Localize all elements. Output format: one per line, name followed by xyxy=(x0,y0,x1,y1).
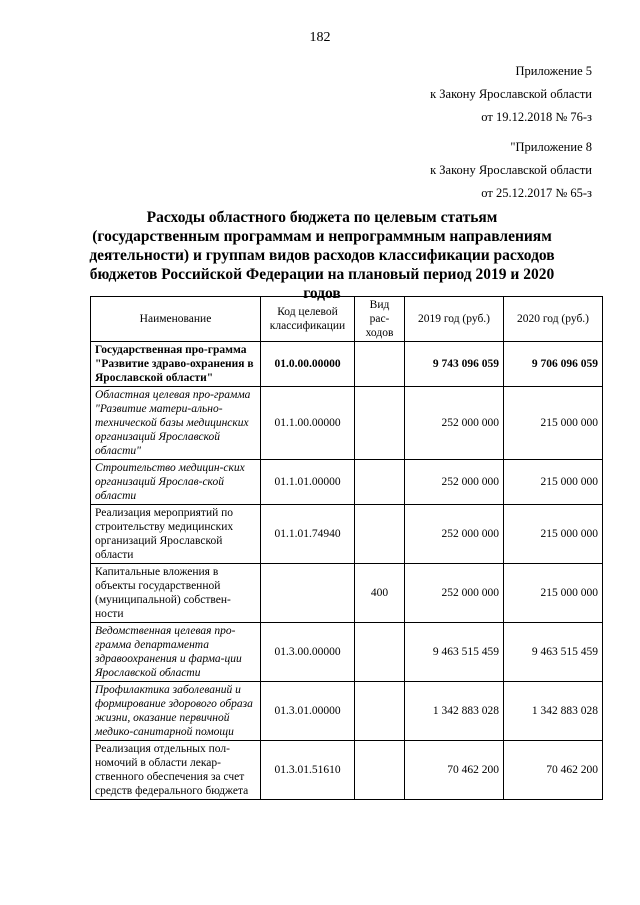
expenditure-table xyxy=(90,296,603,800)
cell-2019: 252 000 000 xyxy=(405,564,504,623)
cell-name: Областная целевая про-грамма "Развитие матери-ально-технической базы медицинских организаций Ярославской области" xyxy=(91,387,261,460)
table-row xyxy=(91,682,603,741)
cell-name: Ведомственная целевая про-грамма департамента здравоохранения и фарма-ции Ярославской области xyxy=(91,623,261,682)
cell-name: Реализация отдельных пол-номочий в области лекар-ственного обеспечения за счет средств федерального бюджета xyxy=(91,741,261,800)
header-2019: 2019 год (руб.) xyxy=(405,297,504,342)
table-header-row xyxy=(91,297,603,342)
appendix-current xyxy=(430,60,592,129)
cell-name: Реализация мероприятий по строительству медицинских организаций Ярославской области xyxy=(91,505,261,564)
table-row xyxy=(91,623,603,682)
cell-code: 01.0.00.00000 xyxy=(261,342,355,387)
cell-2020: 215 000 000 xyxy=(504,460,603,505)
header-expense-type: Вид рас-ходов xyxy=(355,297,405,342)
appendix-current-line1: Приложение 5 xyxy=(515,64,592,78)
table-row xyxy=(91,505,603,564)
cell-2020: 215 000 000 xyxy=(504,387,603,460)
cell-2020: 9 463 515 459 xyxy=(504,623,603,682)
cell-2019: 252 000 000 xyxy=(405,387,504,460)
cell-2020: 215 000 000 xyxy=(504,564,603,623)
table-body xyxy=(91,342,603,800)
cell-expense-type xyxy=(355,387,405,460)
cell-code xyxy=(261,564,355,623)
cell-name: Профилактика заболеваний и формирование здорового образа жизни, оказание первичной медико-санитарной помощи xyxy=(91,682,261,741)
cell-code: 01.1.00.00000 xyxy=(261,387,355,460)
cell-expense-type xyxy=(355,682,405,741)
header-name: Наименование xyxy=(91,297,261,342)
cell-2020: 215 000 000 xyxy=(504,505,603,564)
cell-code: 01.1.01.00000 xyxy=(261,460,355,505)
cell-name: Капитальные вложения в объекты государственной (муниципальной) собствен-ности xyxy=(91,564,261,623)
table-row xyxy=(91,741,603,800)
cell-2019: 252 000 000 xyxy=(405,460,504,505)
cell-2019: 252 000 000 xyxy=(405,505,504,564)
cell-2019: 9 743 096 059 xyxy=(405,342,504,387)
cell-expense-type xyxy=(355,342,405,387)
page-number: 182 xyxy=(309,30,331,45)
table-row xyxy=(91,342,603,387)
table-row xyxy=(91,460,603,505)
cell-2019: 70 462 200 xyxy=(405,741,504,800)
cell-expense-type xyxy=(355,460,405,505)
cell-expense-type xyxy=(355,505,405,564)
appendix-original-line2: к Закону Ярославской области xyxy=(430,163,592,177)
table-row xyxy=(91,564,603,623)
cell-2019: 1 342 883 028 xyxy=(405,682,504,741)
cell-expense-type: 400 xyxy=(355,564,405,623)
appendix-current-line3: от 19.12.2018 № 76-з xyxy=(481,110,592,124)
appendix-original-line3: от 25.12.2017 № 65-з xyxy=(481,186,592,200)
cell-code: 01.3.01.00000 xyxy=(261,682,355,741)
cell-name: Строительство медицин-ских организаций Ярослав-ской области xyxy=(91,460,261,505)
cell-2020: 70 462 200 xyxy=(504,741,603,800)
header-2020: 2020 год (руб.) xyxy=(504,297,603,342)
cell-code: 01.3.00.00000 xyxy=(261,623,355,682)
document-title: Расходы областного бюджета по целевым статьям (государственным программам и непрограммным направлениям деятельности) и группам видов расходов классификации расходов бюджетов Российской Федерации на плановый период 2019 и 2020 годов xyxy=(89,209,555,302)
cell-2020: 1 342 883 028 xyxy=(504,682,603,741)
appendix-original xyxy=(430,136,592,205)
cell-code: 01.3.01.51610 xyxy=(261,741,355,800)
appendix-current-line2: к Закону Ярославской области xyxy=(430,87,592,101)
cell-2019: 9 463 515 459 xyxy=(405,623,504,682)
cell-expense-type xyxy=(355,623,405,682)
cell-name: Государственная про-грамма "Развитие здраво-охранения в Ярославской области" xyxy=(91,342,261,387)
cell-code: 01.1.01.74940 xyxy=(261,505,355,564)
table-row xyxy=(91,387,603,460)
cell-2020: 9 706 096 059 xyxy=(504,342,603,387)
cell-expense-type xyxy=(355,741,405,800)
appendix-original-line1: "Приложение 8 xyxy=(510,140,592,154)
header-code: Код целевой классификации xyxy=(261,297,355,342)
